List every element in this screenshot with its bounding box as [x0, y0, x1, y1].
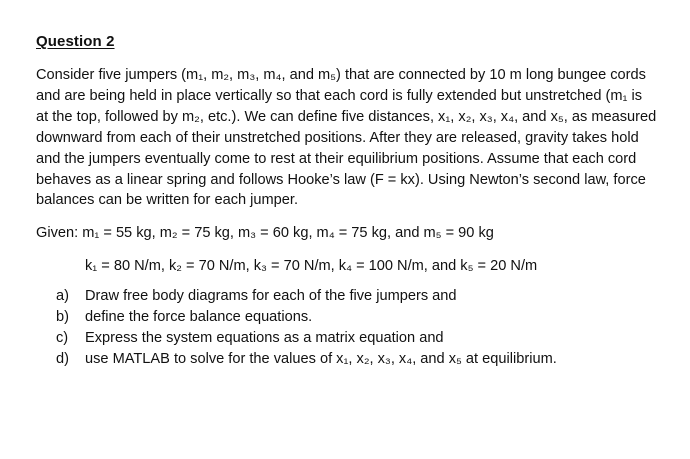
task-marker: b)	[56, 308, 69, 325]
paragraph-line: Consider five jumpers (m₁, m₂, m₃, m₄, and m₅) that are connected by 10 m long bungee cords	[36, 67, 646, 83]
question-heading: Question 2	[36, 33, 115, 50]
task-item-d	[56, 349, 557, 370]
task-item-a	[56, 286, 557, 307]
task-marker: a)	[56, 288, 69, 304]
paragraph-line: at the top, followed by m₂, etc.). We can define five distances, x₁, x₂, x₃, x₄, and x₅, as measured	[36, 108, 657, 125]
task-item-b	[56, 307, 557, 328]
task-item-c	[56, 328, 557, 349]
given-masses: Given: m₁ = 55 kg, m₂ = 75 kg, m₃ = 60 kg, m₄ = 75 kg, and m₅ = 90 kg	[36, 225, 494, 241]
task-marker: c)	[56, 329, 69, 346]
problem-statement	[36, 65, 661, 211]
task-list	[56, 286, 557, 370]
task-text: use MATLAB to solve for the values of x₁, x₂, x₃, x₄, and x₅ at equilibrium.	[85, 350, 557, 367]
paragraph-line: behaves as a linear spring and follows Hooke’s law (F = kx). Using Newton’s second law, force	[36, 171, 646, 188]
task-text: define the force balance equations.	[85, 308, 313, 325]
paragraph-line: and the jumpers eventually come to rest at their equilibrium positions. Assume that each cord	[36, 150, 637, 167]
paragraph-line: and are being held in place vertically so that each cord is fully extended but unstretched (m₁ is	[36, 87, 643, 104]
task-text: Draw free body diagrams for each of the five jumpers and	[85, 288, 457, 304]
task-marker: d)	[56, 350, 69, 367]
task-text: Express the system equations as a matrix equation and	[85, 329, 444, 346]
paragraph-line: downward from each of their unstretched positions. After they are released, gravity takes hold	[36, 129, 639, 146]
given-spring-constants: k₁ = 80 N/m, k₂ = 70 N/m, k₃ = 70 N/m, k₄ = 100 N/m, and k₅ = 20 N/m	[85, 258, 538, 274]
paragraph-line: balances can be written for each jumper.	[36, 192, 299, 209]
